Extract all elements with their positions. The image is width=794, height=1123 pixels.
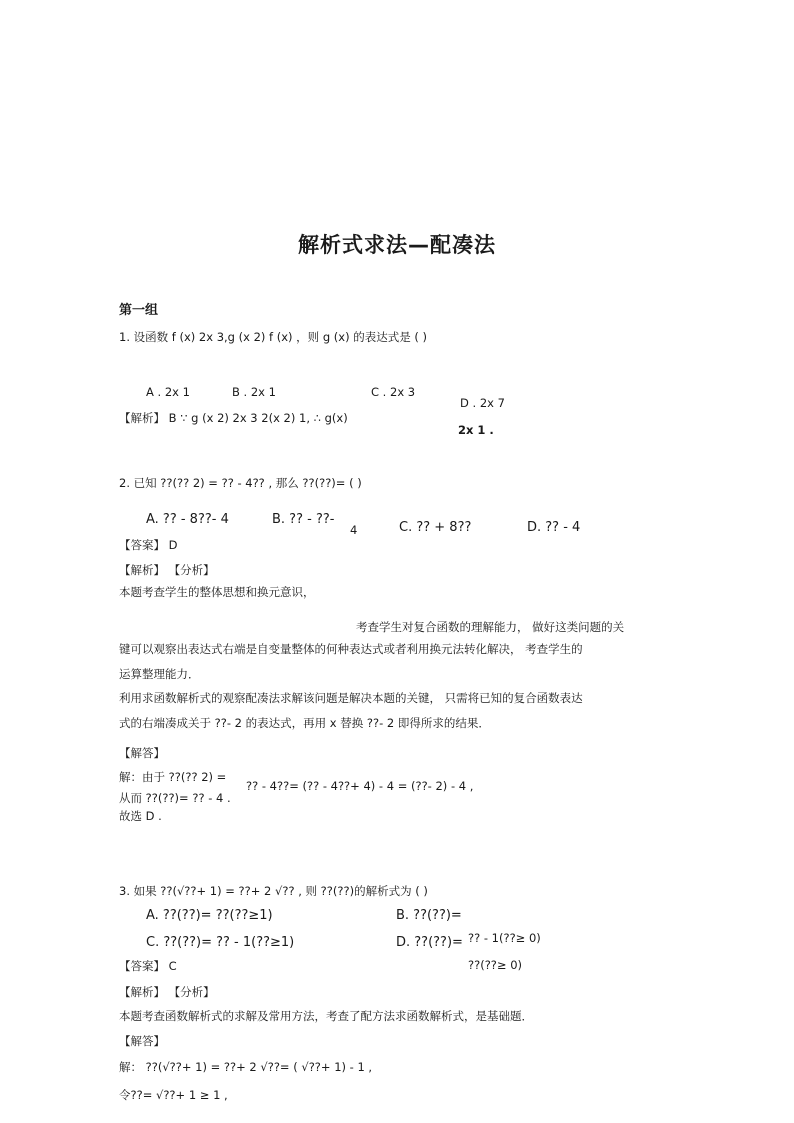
q2-paragraph-5: 利用求函数解析式的观察配凑法求解该问题是解决本题的关键， 只需将已知的复合函数表达 [119, 691, 583, 705]
q1-option-b: B . 2x 1 [232, 385, 276, 399]
q2-solve-line-1b: ?? - 4??= (?? - 4??+ 4) - 4 = (??- 2) - 4 , [246, 779, 474, 793]
q3-solve-line-1: 解： ??(√??+ 1) = ??+ 2 √??= ( √??+ 1) - 1 , [119, 1060, 373, 1074]
q3-tags: 【解析】 【分析】 [119, 985, 215, 999]
q3-option-d-line-2: ??(??≥ 0) [468, 958, 522, 972]
q3-solve-line-2: 令??= √??+ 1 ≥ 1 , [119, 1088, 228, 1102]
q3-option-a: A. ??(??)= ??(??≥1) [146, 908, 273, 923]
q3-answer: 【答案】 C [119, 959, 177, 973]
q2-stem: 2. 已知 ??(?? 2) = ?? - 4?? , 那么 ??(??)= ( ) [119, 476, 362, 490]
q2-paragraph-2: 考查学生对复合函数的理解能力， 做好这类问题的关 [356, 620, 625, 634]
q3-solve-tag: 【解答】 [119, 1034, 165, 1048]
q1-option-a: A . 2x 1 [146, 385, 190, 399]
q2-paragraph-1: 本题考查学生的整体思想和换元意识， [119, 585, 315, 599]
q1-option-c: C . 2x 3 [371, 385, 416, 399]
q1-stem: 1. 设函数 f (x) 2x 3,g (x 2) f (x) ，则 g (x) 的表达式是 ( ) [119, 330, 427, 344]
q1-option-d: D . 2x 7 [460, 396, 505, 410]
q2-tags: 【解析】 【分析】 [119, 563, 215, 577]
q3-option-d: D. ??(??)= [396, 935, 463, 950]
q3-option-b: B. ??(??)= [396, 908, 462, 923]
q2-answer: 【答案】 D [119, 538, 178, 552]
q3-paragraph-1: 本题考查函数解析式的求解及常用方法，考查了配方法求函数解析式，是基础题． [119, 1009, 533, 1023]
q1-analysis-tail: 2x 1 . [458, 423, 494, 437]
q2-option-a: A. ?? - 8??- 4 [146, 512, 229, 527]
q2-solve-tag: 【解答】 [119, 746, 165, 760]
q2-option-b: B. ?? - ??- [272, 512, 335, 527]
q3-option-c: C. ??(??)= ?? - 1(??≥1) [146, 935, 295, 950]
q3-option-d-line-1: ?? - 1(??≥ 0) [468, 931, 541, 945]
q2-option-b-tail: 4 [350, 523, 358, 537]
q2-paragraph-3: 键可以观察出表达式右端是自变量整体的何种表达式或者利用换元法转化解决， 考查学生的 [119, 642, 583, 656]
q2-option-c: C. ?? + 8?? [399, 520, 472, 535]
page-title: 解析式求法—配凑法 [298, 233, 496, 257]
q3-stem: 3. 如果 ??(√??+ 1) = ??+ 2 √?? , 则 ??(??)的解析式为 ( ) [119, 884, 428, 898]
q1-analysis: 【解析】 B ∵ g (x 2) 2x 3 2(x 2) 1, ∴ g(x) [119, 411, 348, 425]
q2-option-d: D. ?? - 4 [527, 520, 581, 535]
q2-paragraph-4: 运算整理能力． [119, 667, 200, 681]
q2-paragraph-6: 式的右端凑成关于 ??- 2 的表达式，再用 x 替换 ??- 2 即得所求的结果． [119, 716, 490, 730]
group-heading: 第一组 [119, 303, 159, 318]
q2-solve-line-2: 从而 ??(??)= ?? - 4 . [119, 791, 231, 805]
q2-solve-line-1a: 解：由于 ??(?? 2) = [119, 770, 227, 784]
q2-solve-line-3: 故选 D . [119, 809, 162, 823]
